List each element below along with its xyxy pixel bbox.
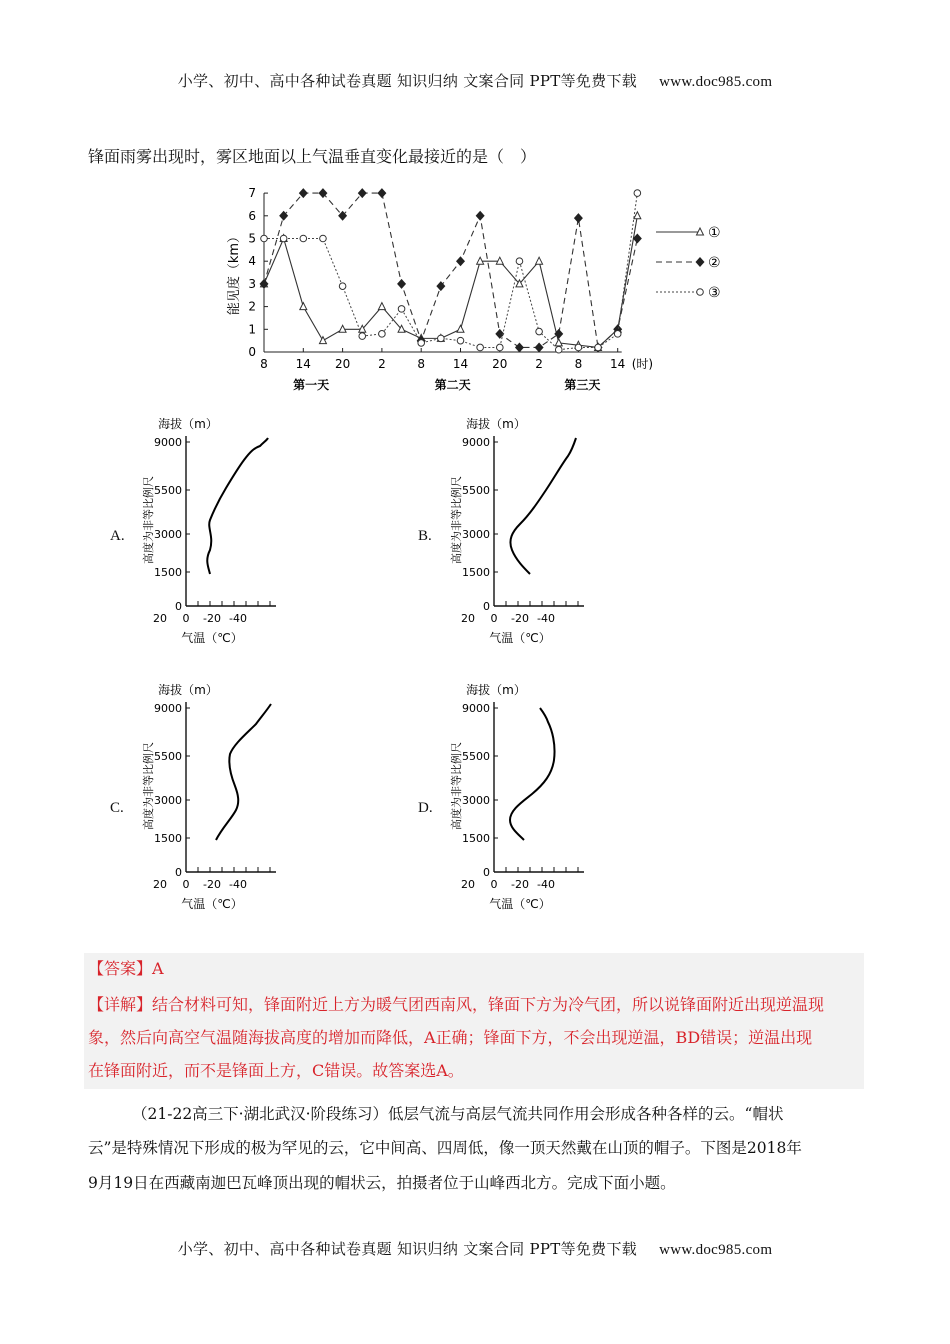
series2-point (456, 256, 465, 266)
series1-point (319, 337, 326, 344)
y-tick-label: 3 (248, 276, 256, 291)
footer-text: 小学、初中、高中各种试卷真题 知识归纳 文案合同 PPT等免费下载 (177, 1240, 638, 1258)
x-tick-label: 8 (260, 357, 268, 371)
profile-x-label: 气温（℃） (181, 631, 243, 645)
detail-line-2: 象，然后向高空气温随海拔高度的增加而降低，A正确；锋面下方，不会出现逆温，BD错误；逆温出现 (88, 1028, 813, 1047)
profile-chart-a (140, 410, 300, 650)
x-tick-label: 14 (452, 357, 469, 371)
profile-y-tick-label: 9000 (154, 702, 182, 715)
option-d-label: D. (418, 800, 433, 816)
profile-y-tick-label: 1500 (154, 832, 182, 845)
series1-point (457, 325, 464, 332)
series3-point (418, 340, 425, 347)
series3-point (497, 344, 504, 351)
profile-x-tick-label: -40 (229, 612, 247, 625)
profile-title: 海拔（m） (466, 417, 526, 431)
profile-y-tick-label: 5500 (154, 750, 182, 763)
page-footer (0, 1238, 950, 1259)
profile-y-label: 高度为非等比例尺 (142, 476, 155, 564)
series3-point (477, 344, 484, 351)
profile-x-tick-label: 20 (461, 878, 475, 891)
profile-y-tick-label: 0 (175, 866, 182, 879)
detail-line-1: 【详解】结合材料可知，锋面附近上方为暖气团西南风，锋面下方为冷气团，所以说锋面附近出现逆温现 (88, 995, 825, 1014)
option-b-label: B. (418, 528, 432, 544)
profile-x-label: 气温（℃） (489, 631, 551, 645)
profile-x-tick-label: 0 (490, 878, 498, 891)
profile-y-tick-label: 0 (175, 600, 182, 613)
x-tick-label: 20 (334, 357, 351, 371)
profile-y-label: 高度为非等比例尺 (450, 742, 463, 830)
temperature-curve (510, 438, 576, 574)
passage-line-1: （21-22高三下·湖北武汉·阶段练习）低层气流与高层气流共同作用会形成各种各样的云。“帽状 (132, 1105, 784, 1123)
profile-y-tick-label: 1500 (462, 566, 490, 579)
series3-point (438, 335, 445, 342)
profile-y-tick-label: 5500 (462, 750, 490, 763)
series3-point (516, 258, 523, 265)
y-tick-label: 4 (248, 254, 256, 269)
series1-point (536, 257, 543, 264)
day-label: 第一天 (293, 378, 330, 392)
visibility-chart (220, 180, 740, 400)
series1-point (555, 339, 562, 346)
series2-point (515, 342, 524, 352)
answer-line: 【答案】A (88, 959, 164, 978)
header-text: 小学、初中、高中各种试卷真题 知识归纳 文案合同 PPT等免费下载 (177, 72, 638, 90)
series2-point (377, 188, 386, 198)
profile-x-label: 气温（℃） (489, 897, 551, 911)
profile-y-tick-label: 3000 (462, 528, 490, 541)
profile-x-tick-label: 0 (182, 878, 190, 891)
y-tick-label: 7 (248, 186, 256, 201)
y-axis-label: 能见度（km） (227, 229, 242, 316)
series3-point (398, 306, 405, 313)
page-header (0, 70, 950, 91)
legend-marker (697, 289, 704, 296)
temperature-curve (216, 704, 271, 840)
series3-point (320, 235, 327, 242)
profile-y-tick-label: 3000 (154, 794, 182, 807)
profile-y-tick-label: 3000 (462, 794, 490, 807)
x-tick-label: 2 (378, 357, 386, 371)
series2-point (535, 342, 544, 352)
profile-y-tick-label: 5500 (462, 484, 490, 497)
x-tick-label: 14 (610, 357, 626, 371)
series2-point (574, 213, 583, 223)
series3-point (536, 328, 543, 335)
legend-marker (696, 257, 705, 267)
profile-x-tick-label: -20 (203, 612, 221, 625)
series3-point (575, 344, 582, 351)
series3-point (555, 346, 562, 353)
profile-x-tick-label: -20 (203, 878, 221, 891)
series3-point (634, 190, 641, 197)
profile-y-tick-label: 9000 (462, 702, 490, 715)
y-tick-label: 2 (248, 299, 256, 314)
profile-x-tick-label: -20 (511, 612, 529, 625)
x-tick-label: 8 (417, 357, 426, 371)
series3-point (457, 337, 464, 344)
series3-point (595, 344, 602, 351)
profile-x-tick-label: 0 (182, 612, 190, 625)
header-url[interactable]: www.doc985.com (659, 74, 773, 90)
temperature-curve (207, 438, 268, 574)
y-tick-label: 5 (248, 231, 256, 246)
legend-label: ③ (708, 285, 721, 301)
x-tick-label: 8 (574, 357, 583, 371)
series1-point (300, 303, 307, 310)
profile-y-tick-label: 9000 (462, 436, 490, 449)
legend-label: ① (708, 225, 721, 241)
option-a-label: A. (110, 528, 125, 544)
series3-point (261, 235, 268, 242)
profile-x-tick-label: -40 (229, 878, 247, 891)
profile-y-label: 高度为非等比例尺 (450, 476, 463, 564)
series-line (264, 193, 637, 347)
x-tick-label: 20 (492, 357, 508, 371)
profile-y-tick-label: 0 (483, 866, 490, 879)
y-tick-label: 0 (248, 345, 256, 359)
series3-point (614, 331, 621, 338)
legend-label: ② (708, 255, 721, 271)
day-label: 第三天 (564, 378, 601, 392)
profile-y-tick-label: 5500 (154, 484, 182, 497)
profile-y-tick-label: 9000 (154, 436, 182, 449)
profile-x-tick-label: 20 (461, 612, 475, 625)
profile-y-tick-label: 3000 (154, 528, 182, 541)
series3-point (300, 235, 307, 242)
series3-point (379, 331, 386, 338)
profile-chart-b (448, 410, 608, 650)
series3-point (339, 283, 346, 290)
day-label: 第二天 (434, 378, 471, 392)
y-tick-label: 1 (248, 322, 256, 337)
y-tick-label: 6 (248, 208, 256, 223)
profile-x-label: 气温（℃） (181, 897, 243, 911)
temperature-curve (510, 708, 555, 840)
x-unit-label: (时) (631, 357, 654, 371)
profile-x-tick-label: -40 (537, 878, 555, 891)
profile-y-tick-label: 0 (483, 600, 490, 613)
profile-x-tick-label: -40 (537, 612, 555, 625)
profile-x-tick-label: 20 (153, 612, 167, 625)
passage-line-3: 9月19日在西藏南迦巴瓦峰顶出现的帽状云，拍摄者位于山峰西北方。完成下面小题。 (88, 1174, 676, 1192)
profile-title: 海拔（m） (466, 683, 526, 697)
option-c-label: C. (110, 800, 124, 816)
detail-line-3: 在锋面附近，而不是锋面上方，C错误。故答案选A。 (88, 1061, 464, 1080)
x-tick-label: 2 (535, 357, 543, 371)
question-text: 锋面雨雾出现时，雾区地面以上气温垂直变化最接近的是（ ） (88, 147, 537, 166)
series3-point (280, 235, 287, 242)
profile-x-tick-label: 0 (490, 612, 498, 625)
x-tick-label: 14 (295, 357, 311, 371)
profile-chart-c (140, 676, 300, 916)
profile-chart-d (448, 676, 608, 916)
series2-point (299, 188, 308, 198)
footer-url[interactable]: www.doc985.com (659, 1242, 773, 1258)
series1-point (378, 303, 385, 310)
profile-title: 海拔（m） (158, 417, 218, 431)
profile-y-tick-label: 1500 (154, 566, 182, 579)
profile-x-tick-label: 20 (153, 878, 167, 891)
profile-y-label: 高度为非等比例尺 (142, 742, 155, 830)
series2-point (476, 211, 485, 221)
profile-x-tick-label: -20 (511, 878, 529, 891)
series2-point (397, 279, 406, 289)
series3-point (359, 333, 366, 340)
profile-y-tick-label: 1500 (462, 832, 490, 845)
passage-line-2: 云”是特殊情况下形成的极为罕见的云，它中间高、四周低，像一顶天然戴在山顶的帽子。下图是2018年 (88, 1139, 802, 1157)
profile-title: 海拔（m） (158, 683, 218, 697)
